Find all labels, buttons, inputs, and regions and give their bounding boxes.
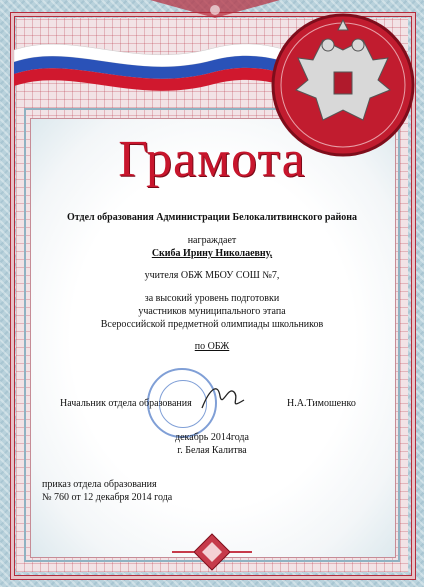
reason-line-2: участников муниципального этапа [138, 306, 286, 317]
signer-title: Начальник отдела образования [60, 398, 192, 409]
date-line: декабрь 2014года [175, 432, 249, 443]
top-ornament-icon [150, 0, 280, 22]
reason-line-3: Всероссийской предметной олимпиады школьников [100, 319, 324, 330]
subject-line [0, 341, 424, 352]
reason-line-1: за высокий уровень подготовки [144, 293, 280, 304]
awards-line: награждает [187, 235, 237, 246]
recipient-line [0, 248, 424, 259]
bottom-ornament-icon [172, 532, 252, 572]
signature-icon [198, 378, 248, 418]
certificate-title: Грамота [118, 131, 306, 188]
recipient-name: Скиба Ирину Николаевну, [151, 248, 273, 259]
position-line: учителя ОБЖ МБОУ СОШ №7, [144, 270, 280, 281]
issuer-line: Отдел образования Администрации Белокалитвинского района [67, 212, 357, 223]
signer-name: Н.А.Тимошенко [287, 398, 356, 409]
subject: по ОБЖ [194, 341, 230, 352]
order-line-2: № 760 от 12 декабря 2014 года [42, 492, 173, 503]
place-line: г. Белая Калитва [177, 445, 247, 456]
order-line-1: приказ отдела образования [42, 479, 157, 490]
